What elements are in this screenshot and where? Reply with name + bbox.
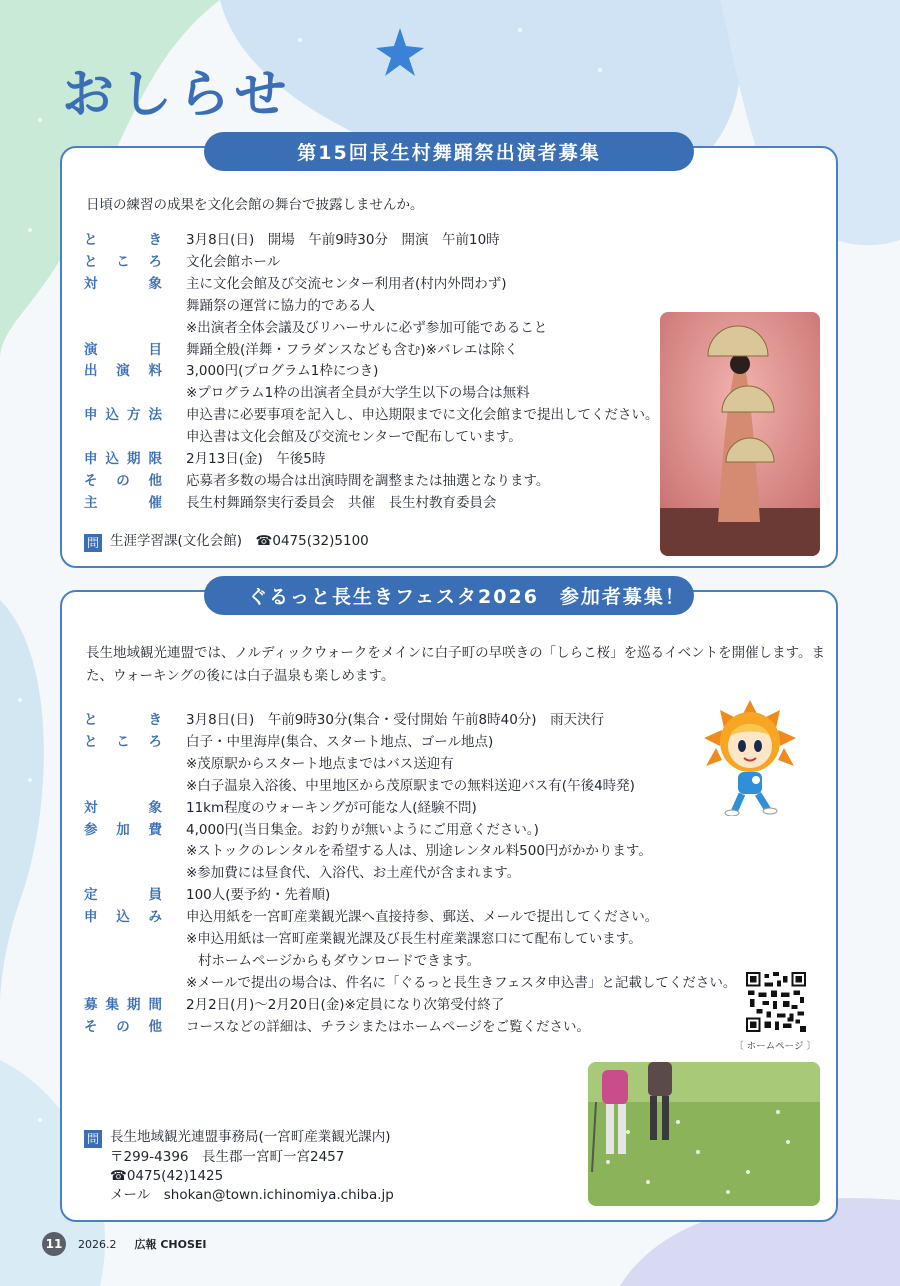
detail-row-capacity — [84, 885, 736, 907]
detail-value: 舞踊全般(洋舞・フラダンスなども含む)※バレエは除く — [186, 341, 518, 358]
detail-row-apply-method — [84, 405, 659, 427]
contact-phone: ☎0475(42)1425 — [110, 1168, 224, 1184]
qr-code-icon — [746, 972, 806, 1032]
detail-label: 出演料 — [84, 363, 162, 380]
detail-label: とき — [84, 712, 162, 728]
detail-value: 100人(要予約・先着順) — [186, 887, 331, 904]
detail-row-fee — [84, 820, 736, 842]
detail-row-period — [84, 995, 736, 1017]
festa-title: ぐるっと長生きフェスタ2026 参加者募集！ — [204, 576, 694, 615]
walking-photo — [588, 1062, 820, 1206]
detail-row-where — [84, 252, 659, 274]
detail-value: 主に文化会館及び交流センター利用者(村内外問わず) — [186, 275, 507, 292]
detail-label: 募集期間 — [84, 996, 162, 1013]
dance-festival-card — [60, 142, 838, 568]
detail-row-program — [84, 340, 659, 362]
detail-label: 参加費 — [84, 821, 162, 838]
detail-label: その他 — [84, 1018, 162, 1035]
magazine-name: 広報 CHOSEI — [134, 1238, 207, 1251]
detail-label: その他 — [84, 472, 162, 489]
detail-continuation: ※メールで提出の場合は、件名に「ぐるっと長生きフェスタ申込書」と記載してください。 — [186, 974, 737, 991]
detail-label: 主催 — [84, 494, 162, 511]
contact-address: 〒299-4396 長生郡一宮町一宮2457 — [110, 1149, 345, 1165]
detail-continuation: ※出演者全体会議及びリハーサルに必ず参加可能であること — [186, 319, 548, 336]
qr-caption: 〔 ホームページ 〕 — [734, 1041, 816, 1052]
page-footer — [42, 1232, 207, 1256]
detail-row-when — [84, 230, 659, 252]
detail-continuation: ※申込用紙は一宮町産業観光課及び長生村産業課窓口にて配布しています。 — [186, 931, 642, 948]
detail-row-apply — [84, 907, 736, 929]
inquiry-icon: 問 — [84, 534, 102, 552]
issue-date: 2026.2 — [78, 1237, 117, 1251]
festa-intro: 長生地域観光連盟では、ノルディックウォークをメインに白子町の早咲きの「しらこ桜」を巡るイベントを開催します。また、ウォーキングの後には白子温泉も楽しめます。 — [86, 645, 825, 684]
detail-value: 11km程度のウォーキングが可能な人(経験不問) — [186, 799, 477, 816]
detail-label: 対象 — [84, 799, 162, 816]
detail-continuation: ※プログラム1枠の出演者全員が大学生以下の場合は無料 — [186, 385, 530, 402]
detail-value: 3月8日(日) 開場 午前9時30分 開演 午前10時 — [186, 232, 500, 248]
detail-value: 2月13日(金) 午後5時 — [186, 451, 326, 468]
detail-value: 3,000円(プログラム1枠につき) — [186, 363, 379, 380]
detail-label: 演目 — [84, 341, 162, 358]
detail-value: 2月2日(月)～2月20日(金)※定員になり次第受付終了 — [186, 996, 505, 1013]
detail-value: 3月8日(日) 午前9時30分(集合・受付開始 午前8時40分) 雨天決行 — [186, 712, 605, 728]
detail-row-other — [84, 1017, 736, 1039]
page-number: 11 — [42, 1232, 66, 1256]
detail-continuation: 村ホームページからもダウンロードできます。 — [198, 952, 481, 969]
detail-value: 文化会館ホール — [186, 253, 281, 270]
inquiry-icon: 問 — [84, 1130, 102, 1148]
detail-row-other — [84, 471, 659, 493]
detail-continuation: ※ストックのレンタルを希望する人は、別途レンタル料500円がかかります。 — [186, 843, 652, 860]
detail-value: 白子・中里海岸(集合、スタート地点、ゴール地点) — [186, 733, 494, 750]
detail-row-deadline — [84, 449, 659, 471]
detail-label: とき — [84, 232, 162, 248]
festa-contact — [84, 1128, 394, 1205]
detail-continuation: 舞踊祭の運営に協力的である人 — [186, 297, 375, 314]
detail-value: 長生村舞踊祭実行委員会 共催 長生村教育委員会 — [186, 494, 497, 511]
festa-details — [84, 710, 736, 1039]
detail-label: 定員 — [84, 887, 162, 904]
detail-row-target — [84, 798, 736, 820]
detail-label: ところ — [84, 253, 162, 270]
detail-value: 応募者多数の場合は出演時間を調整または抽選となります。 — [186, 472, 550, 489]
dance-festival-contact — [84, 532, 369, 552]
detail-row-where — [84, 732, 736, 754]
contact-org: 長生地域観光連盟事務局(一宮町産業観光課内) — [110, 1129, 391, 1145]
detail-label: ところ — [84, 733, 162, 750]
dance-festival-intro: 日頃の練習の成果を文化会館の舞台で披露しませんか。 — [86, 197, 424, 213]
detail-value: コースなどの詳細は、チラシまたはホームページをご覧ください。 — [186, 1018, 591, 1035]
detail-label: 申込方法 — [84, 407, 162, 424]
dance-festival-details — [84, 230, 659, 515]
detail-continuation: ※参加費には昼食代、入浴代、お土産代が含まれます。 — [186, 865, 521, 882]
contact-text: 生涯学習課(文化会館) ☎0475(32)5100 — [110, 533, 369, 549]
dance-festival-title: 第15回長生村舞踊祭出演者募集 — [204, 132, 694, 171]
contact-email[interactable]: メール shokan@town.ichinomiya.chiba.jp — [110, 1187, 394, 1203]
detail-label: 申込み — [84, 909, 162, 926]
detail-row-fee — [84, 361, 659, 383]
dance-photo — [660, 312, 820, 556]
detail-row-target — [84, 274, 659, 296]
detail-row-organizer — [84, 493, 659, 515]
detail-continuation: ※白子温泉入浴後、中里地区から茂原駅までの無料送迎バス有(午後4時発) — [186, 777, 635, 794]
detail-row-when — [84, 710, 736, 732]
detail-continuation: 申込書は文化会館及び交流センターで配布しています。 — [186, 429, 522, 446]
page-heading: おしらせ — [62, 65, 293, 125]
festa-card — [60, 586, 838, 1222]
detail-value: 申込用紙を一宮町産業観光課へ直接持参、郵送、メールで提出してください。 — [186, 909, 659, 926]
detail-label: 申込期限 — [84, 451, 162, 468]
sun-mascot-icon — [700, 700, 800, 816]
detail-value: 申込書に必要事項を記入し、申込期限までに文化会館まで提出してください。 — [186, 407, 659, 424]
detail-label: 対象 — [84, 275, 162, 292]
detail-value: 4,000円(当日集金。お釣りが無いようにご用意ください。) — [186, 821, 539, 838]
detail-continuation: ※茂原駅からスタート地点まではバス送迎有 — [186, 755, 454, 772]
